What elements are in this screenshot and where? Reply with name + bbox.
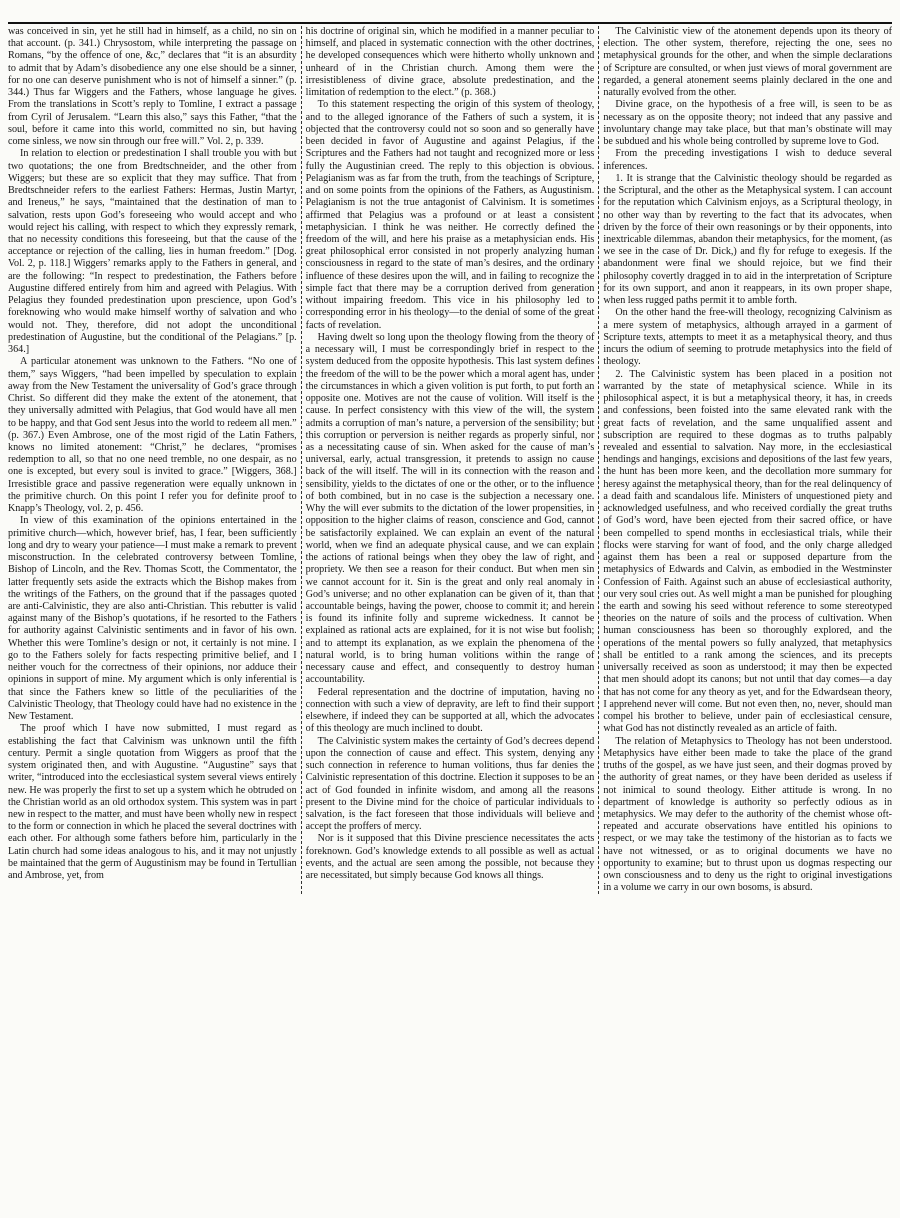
paragraph: From the preceding investigations I wish to deduce several inferences. [603,148,893,172]
paragraph: The relation of Metaphysics to Theology has not been understood. Metaphysics have either been made to take the place of the grand truths of the gospel, as we have just seen, and their dogmas proved by the authority of great names, or they have been derided as useless if not inimical to sound theology. Either attitude is wrong. In no department of knowledge is authority so perfectly odious as in metaphysics. We may defer to the authority of the chemist whose oft-repeated and accurate observations have entitled his opinions to respect, or we may take the testimony of the historian as to facts we have not witnessed, or as to original documents we have no opportunity to examine; but to thrust upon us dogmas respecting our own consciousness and to deny us the right to original investigations in a volume we carry in our own bosoms, is absurd. [603,735,893,894]
column-divider [598,26,599,895]
column-left [8,26,297,882]
paragraph: Divine grace, on the hypothesis of a free will, is seen to be as necessary as on the opposite theory; not indeed that any passive and involuntary change may take place, but that man’s obstinate will may be subdued and his whole being controlled by supreme love to God. [603,99,893,148]
paragraph: The Calvinistic system makes the certainty of God’s decrees depend upon the connection of cause and effect. This system, denying any such connection in reference to human volitions, thus far denies the Calvinistic representation of this doctrine. Election it supposes to be an act of God founded in infinite wisdom, and among all the reasons present to the Divine mind for the choice of particular individuals to salvation, is the fact foreseen that those individuals will believe and accept the proffers of mercy. [305,735,595,833]
paragraph: his doctrine of original sin, which he modified in a manner peculiar to himself, and placed in systematic connection with the other doctrines, he developed consequences which were hitherto wholly unknown and unheard of in the Christian church. Among them were the irresistibleness of divine grace, absolute predestination, and the limitation of redemption to the elect.” (p. 368.) [305,26,595,99]
paragraph: To this statement respecting the origin of this system of theology, and to the alleged ignorance of the Fathers of such a system, it is objected that the controversy could not so soon and so generally have been decided in favor of Augustine and against Pelagius, if the Scriptures and the Fathers had not taught and recognized more or less fully the Augustinian creed. The reply to this objection is obvious. Pelagianism was as far from the truth, from the teachings of Scripture, and on some points from the opinions of the Fathers, as Augustinism. Pelagianism is not the true antagonist of Calvinism. It is sometimes affirmed that Pelagius was a profound or at least a consistent metaphysician. I think he was neither. He correctly defined the freedom of the will, and here his praise as a metaphysician ends. His great philosophical error consisted in not properly analyzing human consciousness in regard to the state of man’s desires, and the ordinary influence of these desires upon the will, and in failing to recognize the simple fact that there may be a corruption derived from generation without impairing freedom. This vice in his philosophy led to corresponding error in his theology—to the denial of some of the great facts of revelation. [305,99,595,331]
paragraph: Nor is it supposed that this Divine prescience necessitates the acts foreknown. God’s knowledge extends to all possible as well as actual events, and the actual are seen among the possible, not because they are necessitated, but simply because God knows all things. [305,833,595,882]
paragraph: Having dwelt so long upon the theology flowing from the theory of a necessary will, I must be correspondingly brief in respect to the system deduced from the opposite hypothesis. This last system defines the freedom of the will to be the power which a moral agent has, under the circumstances in which a given volition is put forth, to put forth an opposite one. Motives are not the cause of volition. Will itself is the cause. In perfect consistency with this view of the will, the system admits a corruption of man’s nature, a perversion of the sensibility; but this corruption or perversion is neither regards as properly sinful, nor as a necessitating cause of sin. When asked for the cause of man’s universal, early, actual transgression, it pretends to assign no cause back of the will itself. The will in its connection with the reason and sensibility, yields to the dictates of one or the other, or to the influence of both combined, but in no case is the subjection a necessary one. Why the will ever submits to the dictation of the lower propensities, in opposition to the higher claims of reason, conscience and God, cannot be satisfactorily explained. We can explain an event of the natural world, when we find an adequate physical cause, and we can explain the actions of rational beings when they obey the law of right, and propriety. We then see a reason for their conduct. But when men sin we cannot account for it. Sin is the great and only real anomaly in God’s universe; and no other explanation can be given of it, than that accountable beings, having the power, choose to commit it; and herein is found its infinite folly and supreme wickedness. It cannot be explained as rational acts are explained, for it is not wise but foolish; and to attempt its explanation, as we explain the phenomena of the natural world, is to bring human volitions within the range of necessary cause and effect, and consequently to destroy human accountability. [305,331,595,686]
paragraph: In relation to election or predestination I shall trouble you with but two quotations; the one from Bredtschneider, and the other from Wiggers; but these are so explicit that they may suffice. That from Bredtschneider refers to the earliest Fathers: Hermas, Justin Martyr, and Ireneus,” he says, “maintained that the destination of man to salvation, rests upon God’s foreseeing who would accept and who would reject his calling, with respect to which they expressly remark, that no necessity conditions this foreseeing, but that the cause of the acceptance or rejection of the calling, lies in human freedom.” [Dog. Vol. 2, p. 118.] Wiggers’ remarks apply to the Fathers in general, and are the following: “In respect to predestination, the Fathers before Augustine differed entirely from him and agreed with Pelagius. With Pelagius they founded predestination upon prescience, upon God’s foreknowing who would make himself worthy of salvation and who would not. They, therefore, did not adopt the unconditional predestination of Augustine, but the conditional of the Pelagians.” [p. 364.] [8,148,297,356]
paragraph: A particular atonement was unknown to the Fathers. “No one of them,” says Wiggers, “had been impelled by speculation to explain away from the New Testament the universality of God’s grace through Christ. So different did they make the extent of the atonement, that they universally admitted with Pelagius, that God would have all men to be happy, and that God sent Jesus into the world to redeem all men.” (p. 367.) Even Ambrose, one of the most rigid of the Latin Fathers, knows no limited atonement: “Christ,” he declares, “promises redemption to all, so that no one need tremble, no one despair, as no one is excepted, but every soul is invited to grace.” [Wiggers, 368.] Irresistible grace and passive regeneration were equally unknown in the primitive church. On this point I refer you for definite proof to Knapp’s Theology, vol. 2, p. 456. [8,356,297,515]
paragraph: was conceived in sin, yet he still had in himself, as a child, no sin on that account. (p. 341.) Chrysostom, while interpreting the passage on Romans, “by the offence of one, &c,” declares that “it is an absurdity to admit that by Adam’s disobedience any one else should be a sinner, for no one can deserve punishment who is not of himself a sinner.” (p. 344.) Thus far Wiggers and the Fathers, whose language he gives. From the translations in Scott’s reply to Tomline, I extract a passage from Cyril of Jerusalem. “Learn this also,” says this Father, “that the soul, before it came into this world, committed no sin, but having come sinless, we now sin through our free will.” Vol. 2, p. 339. [8,26,297,148]
paragraph: The Calvinistic view of the atonement depends upon its theory of election. The other system, therefore, rejecting the one, sees no metaphysical grounds for the other, and when the simple declarations of Scripture are consulted, or when just views of moral government are regarded, a general atonement seems plainly declared in the one and naturally evolved from the other. [603,26,893,99]
paragraph: In view of this examination of the opinions entertained in the primitive church—which, however brief, has, I fear, been sufficiently long and dry to weary your patience—I must make a remark to prevent misconstruction. In the celebrated controversy between Tomline, Bishop of Lincoln, and the Rev. Thomas Scott, the Commentator, the latter frequently sets aside the extracts which the Bishop makes from the writings of the Fathers, on the ground that if the passages quoted are anti-Calvinistic, they are also anti-Christian. This rebutter is valid against many of the Bishop’s quotations, if he resorted to the Fathers for authority against Calvinistic sentiments and in favor of his own. Whether this were Tomline’s design or not, it certainly is not mine. I go to the Fathers solely for facts respecting primitive belief, and I neither vouch for the correctness of their opinions, nor adduce their opinions in support of mine. My argument which is only inferential is that since the Fathers knew so little of the peculiarities of the Calvinistic Theology, that Theology could have had no existence in the New Testament. [8,515,297,723]
text-columns [8,26,892,895]
column-right [603,26,892,895]
paragraph: 2. The Calvinistic system has been placed in a position not warranted by the state of metaphysical science. While in its philosophical aspect, it is but a metaphysical theory, it has, in creeds and confessions, been foisted into the same elevated rank with the great facts of revelation, and the same unqualified assent and subscription are required to these dogmas as to truths palpably revealed and essential to salvation. Nay more, in the ecclesiastical hendings and hangings, excisions and depositions of the last few years, the hunt has been more keen, and the decollation more summary for heresy against the metaphysical theory, than for the real delinquency of a dead faith and scandalous life. Ministers of unquestioned piety and acknowledged usefulness, and who received cordially the great truths of God’s word, have been ejected from their sacred office, or have been compelled to spend months in ecclesiastical trials, while their flocks were starving for want of food, and the only charge alledged against them has been a real or supposed departure from the metaphysics of Edwards and Calvin, as embodied in the Westminster Confession of Faith. Against such an abuse of ecclesiastical authority, our very soul cries out. As well might a man be punished for ploughing the earth and sowing his seed without reference to some stereotyped theories on the nature of soils and the process of cultivation. When human consciousness has been so thoroughly explored, and the operations of the mental powers so fully analyzed, that metaphysics shall be entitled to a rank among the sciences, and its precepts universally received as soon as understood; it may then be expected that men should adopt its canons; but not until that day comes—a day that has not come for any theory as yet, and for the Edwardsean theory, I apprehend never will come. But not even then, no, never, should man compel his brother to believe, under pain of ecclesiastical censure, what God has not distinctly revealed as an article of faith. [603,368,893,735]
paragraph: 1. It is strange that the Calvinistic theology should be regarded as the Scriptural, and the other as the Metaphysical system. I can account for the reputation which Calvinism enjoys, as a Scriptural theology, in no other way than by reverting to the fact that its advocates, when driven by the force of their own reasonings or by their opponents, into inextricable dilemmas, abandon their metaphysics, for the moment, (as we see in the case of Dr. Dick,) and fly for refuge to exegesis. If the abandonment were final we should rejoice, but we find their philosophy covertly dragged in to aid in the interpretation of Scripture for its own support, and anon it reappears, in its own proper shape, when less rugged paths permit it to amble forth. [603,172,893,307]
column-middle [306,26,595,882]
column-divider [301,26,302,895]
paragraph: The proof which I have now submitted, I must regard as establishing the fact that Calvinism was unknown until the fifth century. Permit a single quotation from Wiggers as proof that the system originated then, and with Augustine. “Augustine” says that writer, “introduced into the ecclesiastical system several views entirely new. He was properly the first to set up a system which he obtruded on the Christian world as an old orthodox system. This system was in part new in respect to the matter, and must have been wholly new in respect to the form or connection in which he placed the several doctrines with each other. For although some fathers before him, particularly in the Latin church had some ideas analogous to his, and it may not unjustly be maintained that the germ of Augustinism may be found in Tertullian and Ambrose, yet, from [8,723,297,882]
paragraph: On the other hand the free-will theology, recognizing Calvinism as a mere system of metaphysics, although arrayed in a garment of Scripture texts, attempts to meet it as a metaphysical theory, and thus incurs the odium of seeming to protrude metaphysics into the field of theology. [603,307,893,368]
paragraph: Federal representation and the doctrine of imputation, having no connection with such a view of depravity, are left to find their support elsewhere, if indeed they can be supported at all, which the advocates of this theology are much inclined to doubt. [305,686,595,735]
top-rule [8,22,892,24]
